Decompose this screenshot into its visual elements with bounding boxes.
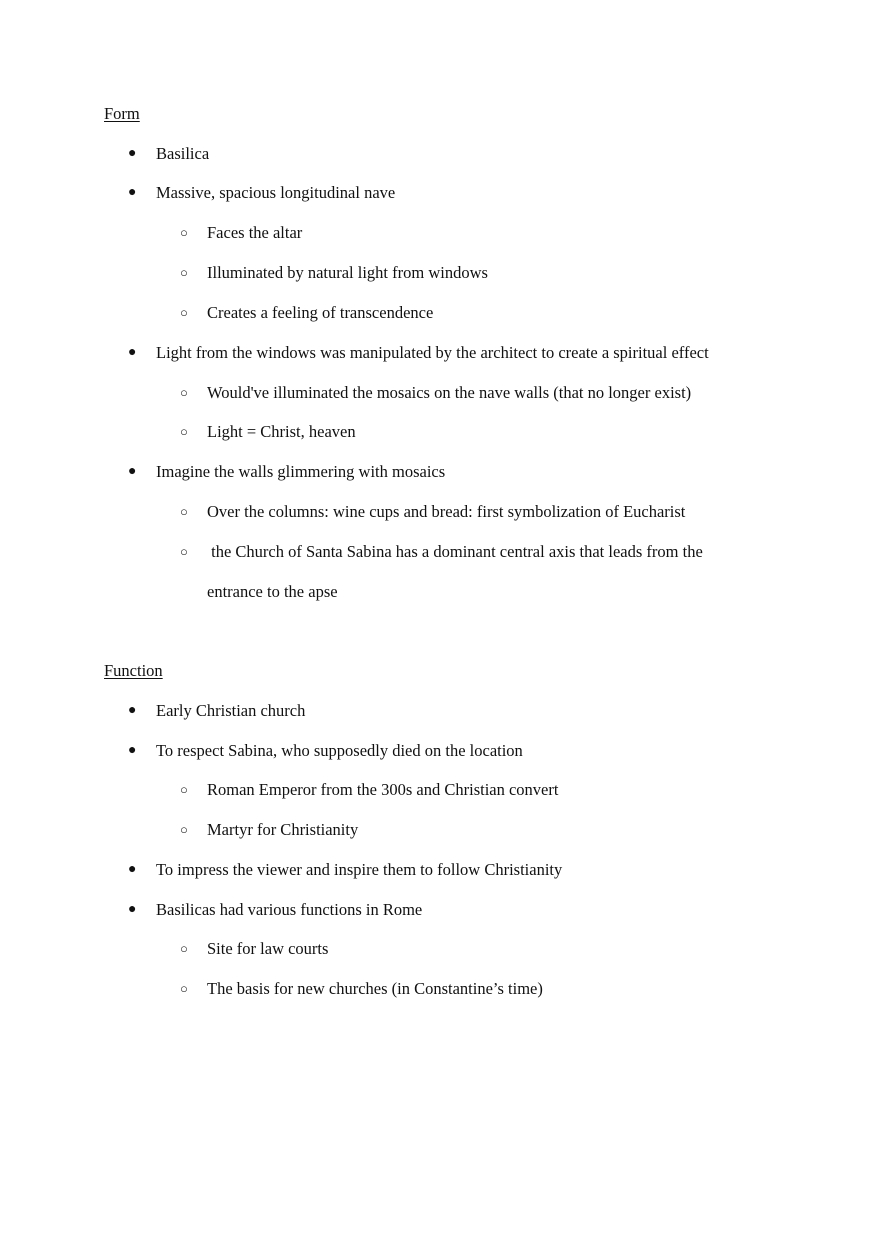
circle-marker: ○ [180,305,188,320]
list-item-text: the Church of Santa Sabina has a dominant central axis that leads from the [207,542,703,561]
section-heading-form: Form [104,104,140,123]
circle-marker: ○ [180,504,188,519]
circle-marker: ○ [180,225,188,240]
list-item-text: Illuminated by natural light from windows [207,263,488,282]
bullet-marker: ● [128,743,137,758]
bullet-marker: ● [128,464,137,479]
circle-marker: ○ [180,385,188,400]
circle-marker: ○ [180,424,188,439]
list-item-text: Site for law courts [207,939,329,958]
list-item-text: Light from the windows was manipulated by the architect to create a spiritual effect [156,343,709,362]
list-item-text: Light = Christ, heaven [207,422,356,441]
list-item-text: Imagine the walls glimmering with mosaics [156,462,446,481]
list-item-text: Basilica [156,144,210,163]
list-item-text: To respect Sabina, who supposedly died on the location [156,741,523,760]
circle-marker: ○ [180,941,188,956]
list-item-text: Creates a feeling of transcendence [207,303,434,322]
list-item-text: The basis for new churches (in Constantine’s time) [207,979,543,998]
list-item-text: Roman Emperor from the 300s and Christian convert [207,780,559,799]
circle-marker: ○ [180,265,188,280]
bullet-marker: ● [128,185,137,200]
list-item-text: Basilicas had various functions in Rome [156,900,423,919]
bullet-marker: ● [128,345,137,360]
list-item-text: Martyr for Christianity [207,820,359,839]
list-item-text: To impress the viewer and inspire them to follow Christianity [156,860,563,879]
section-heading-function: Function [104,661,163,680]
circle-marker: ○ [180,782,188,797]
bullet-marker: ● [128,862,137,877]
bullet-marker: ● [128,146,137,161]
circle-marker: ○ [180,981,188,996]
bullet-marker: ● [128,703,137,718]
list-item-text: Over the columns: wine cups and bread: first symbolization of Eucharist [207,502,686,521]
list-item-text: Faces the altar [207,223,303,242]
circle-marker: ○ [180,544,188,559]
bullet-marker: ● [128,902,137,917]
circle-marker: ○ [180,822,188,837]
list-item-continuation: entrance to the apse [207,582,338,601]
list-item-text: Early Christian church [156,701,306,720]
list-item-text: Massive, spacious longitudinal nave [156,183,396,202]
list-item-text: Would've illuminated the mosaics on the nave walls (that no longer exist) [207,383,692,402]
